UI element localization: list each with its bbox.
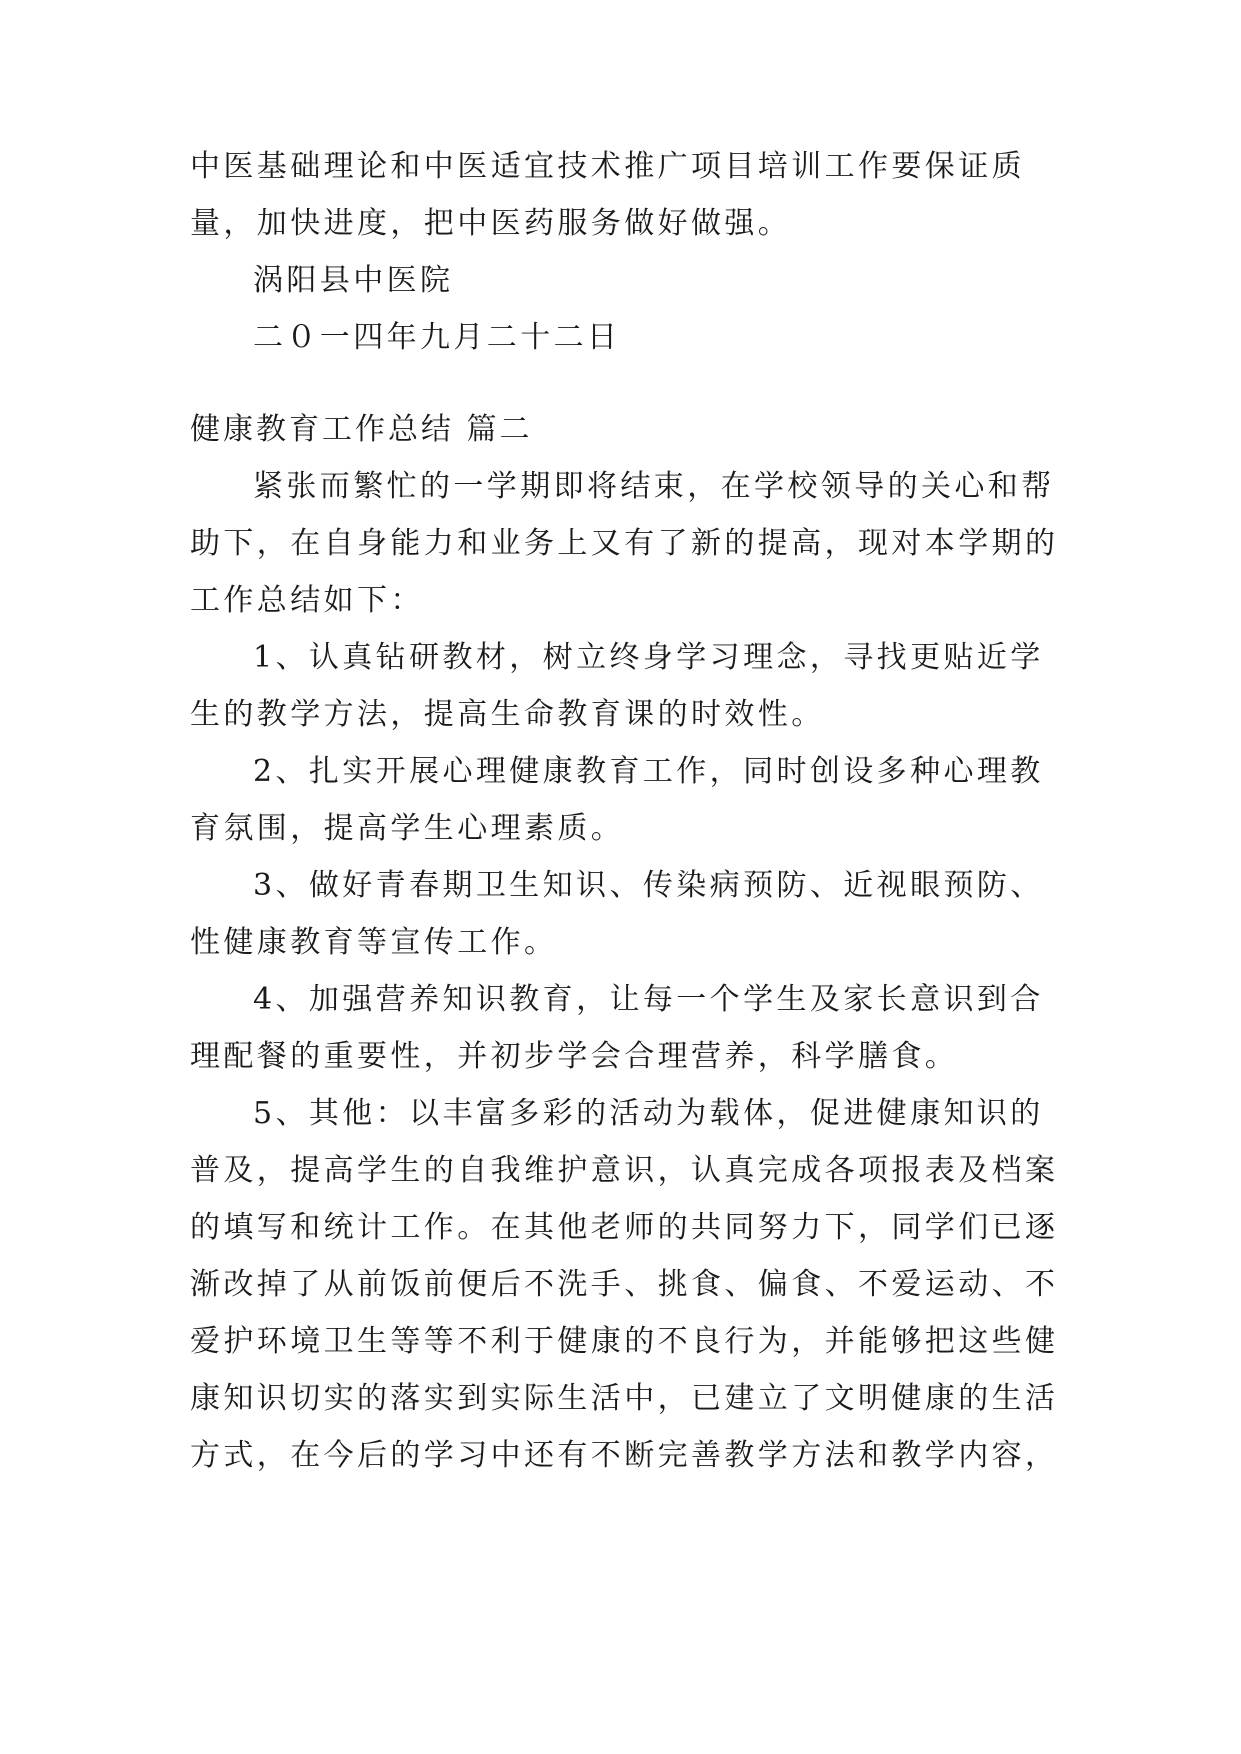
paragraph-line: 紧张而繁忙的一学期即将结束，在学校领导的关心和帮 xyxy=(253,469,1055,504)
paragraph-line: 工作总结如下： xyxy=(190,583,424,618)
section-heading xyxy=(190,401,1070,458)
organization-signature: 涡阳县中医院 xyxy=(253,263,454,298)
paragraph-line: 中医基础理论和中医适宜技术推广项目培训工作要保证质 xyxy=(190,149,1025,184)
list-item-line: 2、扎实开展心理健康教育工作，同时创设多种心理教 xyxy=(253,754,1044,789)
list-item-line: 渐改掉了从前饭前便后不洗手、挑食、偏食、不爱运动、不 xyxy=(190,1267,1059,1302)
signature-date: 二０一四年九月二十二日 xyxy=(253,320,621,355)
list-item-line: 生的教学方法，提高生命教育课的时效性。 xyxy=(190,697,825,732)
paragraph-line: 量，加快进度，把中医药服务做好做强。 xyxy=(190,206,792,241)
list-item-line: 普及，提高学生的自我维护意识，认真完成各项报表及档案 xyxy=(190,1153,1059,1188)
list-item-line: 理配餐的重要性，并初步学会合理营养，科学膳食。 xyxy=(190,1039,959,1074)
section-two-text xyxy=(190,458,1070,1484)
list-item-line: 方式，在今后的学习中还有不断完善教学方法和教学内容， xyxy=(190,1438,1059,1473)
list-item-line: 康知识切实的落实到实际生活中，已建立了文明健康的生活 xyxy=(190,1381,1059,1416)
list-item-line: 5、其他：以丰富多彩的活动为载体，促进健康知识的 xyxy=(253,1096,1044,1131)
list-item-line: 4、加强营养知识教育，让每一个学生及家长意识到合 xyxy=(253,982,1044,1017)
list-item-line: 3、做好青春期卫生知识、传染病预防、近视眼预防、 xyxy=(253,868,1044,903)
paragraph-line: 助下，在自身能力和业务上又有了新的提高，现对本学期的 xyxy=(190,526,1059,561)
list-item-line: 爱护环境卫生等等不利于健康的不良行为，并能够把这些健 xyxy=(190,1324,1059,1359)
list-item-line: 育氛围，提高学生心理素质。 xyxy=(190,811,625,846)
list-item-line: 1、认真钻研教材，树立终身学习理念，寻找更贴近学 xyxy=(253,640,1044,675)
list-item-line: 性健康教育等宣传工作。 xyxy=(190,925,558,960)
section-one-text xyxy=(190,138,1070,366)
list-item-line: 的填写和统计工作。在其他老师的共同努力下，同学们已逐 xyxy=(190,1210,1059,1245)
section-title: 健康教育工作总结 篇二 xyxy=(190,412,533,447)
